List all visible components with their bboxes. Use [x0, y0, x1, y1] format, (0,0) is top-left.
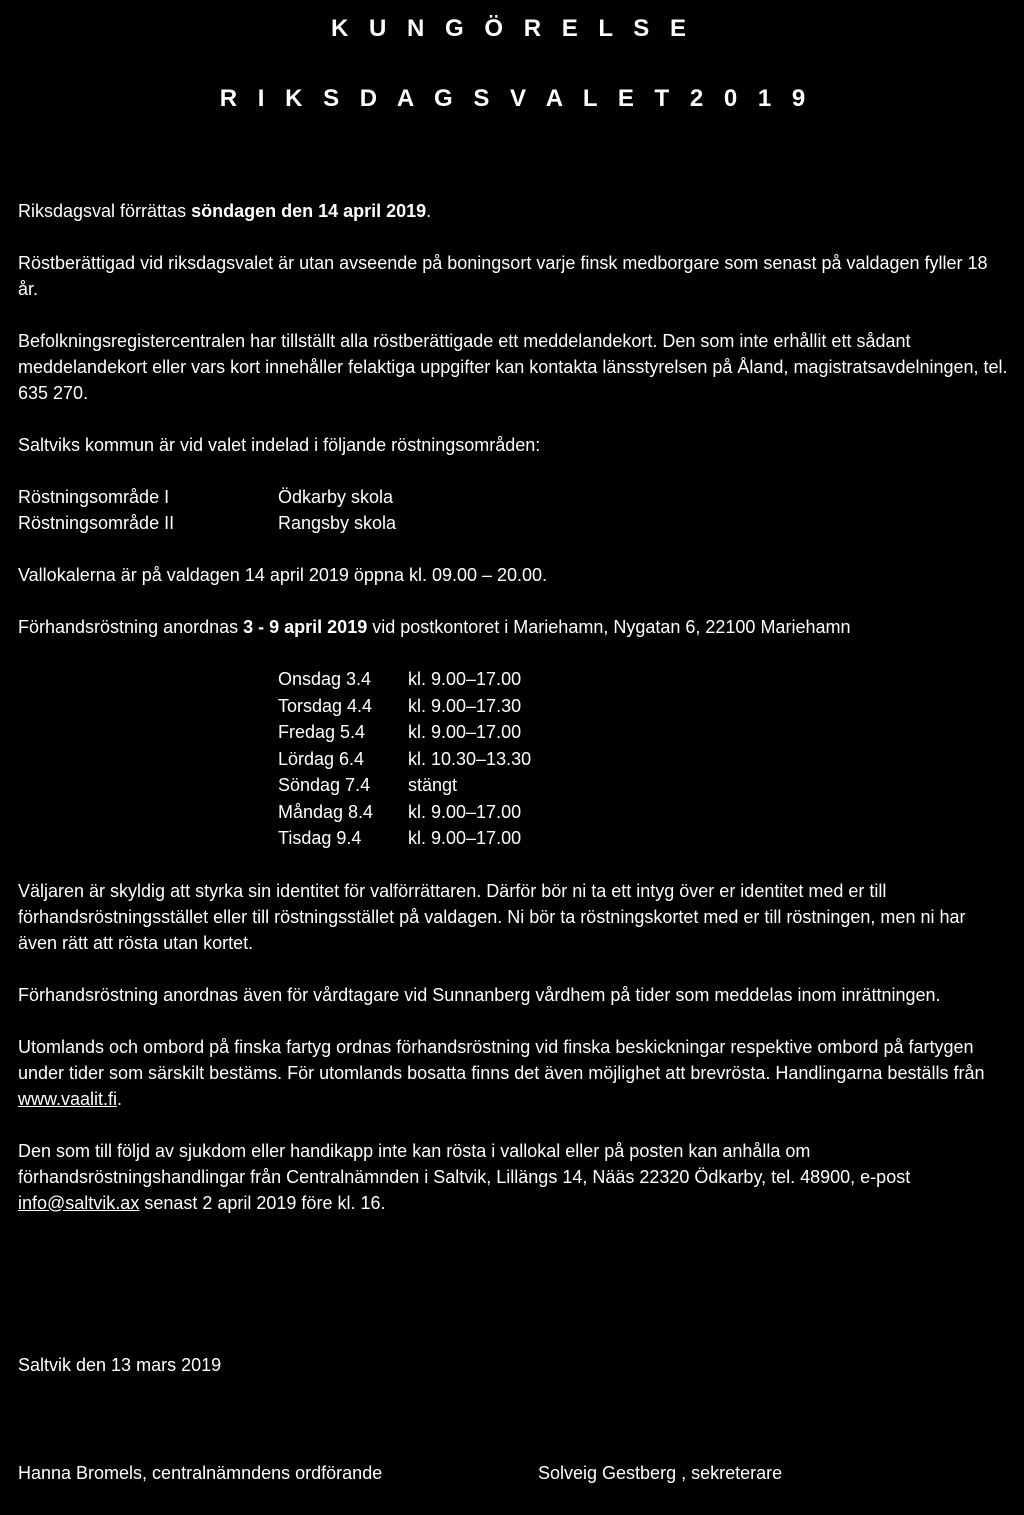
schedule-day: Tisdag 9.4 — [278, 828, 362, 848]
schedule-day: Lördag 6.4 — [278, 748, 365, 769]
identity-paragraph: Väljaren är skyldig att styrka sin identitet för valförrättaren. Därför bör ni ta ett intyg över er identitet med er till förhandsröstningsstället eller till röstningsstället på valdagen. Ni bör ta röstningskortet med er till röstningen, men ni har även rätt att rösta utan kortet. — [18, 880, 966, 953]
schedule-day: Söndag 7.4 — [278, 775, 371, 795]
districts-intro-paragraph: Saltviks kommun är vid valet indelad i följande röstningsområden: — [18, 435, 541, 455]
abroad-voting-end: . — [117, 1088, 123, 1109]
eligibility-paragraph: Röstberättigad vid riksdagsvalet är utan avseende på boningsort varje finsk medborgare som senast på valdagen fyller 18 år. — [18, 253, 988, 299]
signing-date: Saltvik den 13 mars 2019 — [18, 1355, 222, 1375]
election-date-text: Riksdagsval förrättas — [18, 201, 192, 221]
schedule-time: kl. 9.00–17.00 — [408, 669, 522, 689]
schedule-day: Fredag 5.4 — [278, 722, 366, 742]
district-name: Röstningsområde I — [18, 487, 170, 507]
home-voting-paragraph — [18, 1138, 1008, 1216]
polling-hours-paragraph: Vallokalerna är på valdagen 14 april 2019 öppna kl. 09.00 – 20.00. — [18, 565, 548, 585]
districts-list — [18, 484, 1008, 536]
notice-card-paragraph: Befolkningsregistercentralen har tillställt alla röstberättigade ett meddelandekort. Den som inte erhållit ett sådant meddelandekort eller vars kort innehåller felaktiga uppgifter kan kontakta länsstyrelsen på Åland, magistratsavdelningen, tel. 635 270. — [18, 331, 1008, 403]
advance-voting-schedule — [278, 666, 1008, 852]
election-date-bold: söndagen den 14 april 2019 — [191, 201, 427, 221]
advance-voting-text: Förhandsröstning anordnas — [18, 617, 244, 637]
home-voting-text: Den som till följd av sjukdom eller handikapp inte kan rösta i vallokal eller på posten kan anhålla om förhandsröstningshandlingar från Centralnämnden i Saltvik, Lillängs 14, Nääs 22320 Ödkarby, tel. 48900, e-post — [18, 1140, 911, 1187]
advance-voting-dates: 3 - 9 april 2019 — [243, 617, 368, 637]
schedule-day: Torsdag 4.4 — [278, 695, 373, 716]
schedule-time: stängt — [408, 775, 458, 795]
schedule-time: kl. 9.00–17.00 — [408, 801, 522, 822]
abroad-voting-text: Utomlands och ombord på finska fartyg ordnas förhandsröstning vid finska beskickningar respektive ombord på fartygen under tider som särskilt bestäms. För utomlands bosatta finns det även möjlighet att brevrösta. Handlingarna beställs från — [18, 1036, 985, 1083]
document-body — [18, 198, 1008, 1216]
advance-voting-location: vid postkontoret i Mariehamn, Nygatan 6, 22100 Mariehamn — [367, 617, 851, 637]
schedule-day: Onsdag 3.4 — [278, 669, 372, 689]
schedule-time: kl. 9.00–17.00 — [408, 828, 522, 848]
home-voting-end: senast 2 april 2019 före kl. 16. — [139, 1192, 386, 1213]
care-home-paragraph: Förhandsröstning anordnas även för vårdtagare vid Sunnanberg vårdhem på tider som meddelas inom inrättningen. — [18, 984, 941, 1005]
chair-signature: Hanna Bromels, centralnämndens ordförande — [18, 1463, 383, 1483]
schedule-time: kl. 10.30–13.30 — [408, 748, 532, 769]
district-name: Röstningsområde II — [18, 513, 175, 533]
vaalit-link[interactable]: www.vaalit.fi — [18, 1088, 118, 1109]
election-date-end: . — [426, 201, 432, 221]
document-title: K U N G Ö R E L S E — [331, 15, 693, 42]
email-link[interactable]: info@saltvik.ax — [18, 1192, 140, 1213]
secretary-signature: Solveig Gestberg , sekreterare — [538, 1463, 783, 1483]
district-place: Rangsby skola — [278, 513, 397, 533]
district-place: Ödkarby skola — [278, 487, 394, 507]
schedule-time: kl. 9.00–17.30 — [408, 695, 522, 716]
advance-voting-paragraph — [18, 614, 1008, 640]
document-subtitle: R I K S D A G S V A L E T 2 0 1 9 — [219, 85, 813, 112]
schedule-time: kl. 9.00–17.00 — [408, 722, 522, 742]
election-date-paragraph — [18, 198, 1008, 224]
schedule-day: Måndag 8.4 — [278, 801, 374, 822]
abroad-voting-paragraph — [18, 1034, 1008, 1112]
